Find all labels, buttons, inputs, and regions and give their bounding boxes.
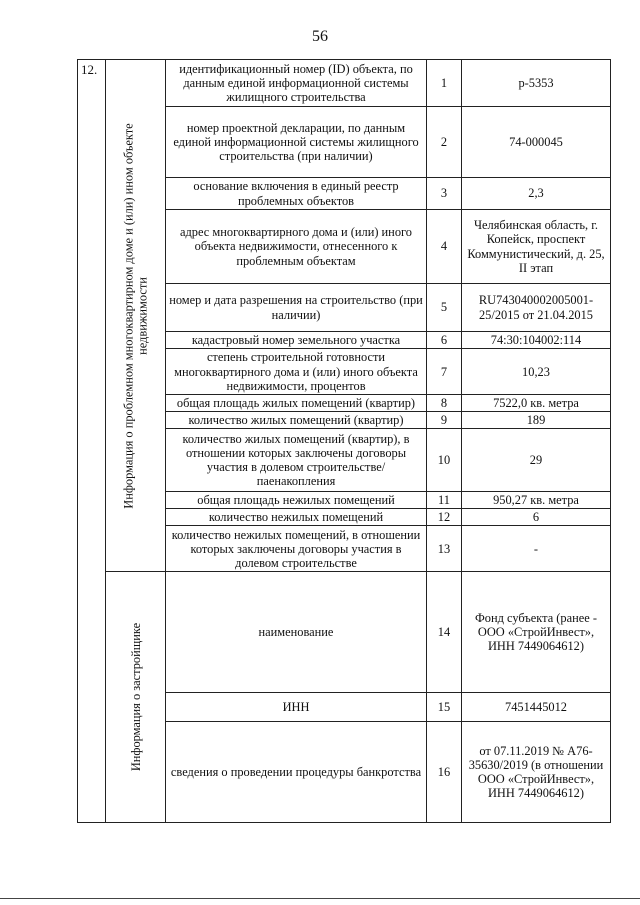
row-label: количество нежилых помещений, в отношении которых заключены договоры участия в долевом строительстве bbox=[166, 526, 427, 572]
row-value: 6 bbox=[462, 509, 611, 526]
row-value: Челябинская область, г. Копейск, проспект Коммунистический, д. 25, II этап bbox=[462, 210, 611, 284]
row-index: 4 bbox=[427, 210, 462, 284]
page-number: 56 bbox=[312, 28, 328, 45]
row-index: 10 bbox=[427, 429, 462, 492]
row-index: 7 bbox=[427, 349, 462, 395]
row-value: 189 bbox=[462, 412, 611, 429]
row-value: - bbox=[462, 526, 611, 572]
row-value: 10,23 bbox=[462, 349, 611, 395]
row-value: 2,3 bbox=[462, 178, 611, 210]
row-label: кадастровый номер земельного участка bbox=[166, 332, 427, 349]
row-value: 29 bbox=[462, 429, 611, 492]
row-value: RU743040002005001-25/2015 от 21.04.2015 bbox=[462, 284, 611, 332]
row-value: от 07.11.2019 № А76-35630/2019 (в отношении ООО «СтройИнвест», ИНН 7449064612) bbox=[462, 722, 611, 823]
row-label: степень строительной готовности многоквартирного дома и (или) иного объекта недвижимости, процентов bbox=[166, 349, 427, 395]
row-label: ИНН bbox=[166, 693, 427, 722]
row-label: идентификационный номер (ID) объекта, по данным единой информационной системы жилищного строительства bbox=[166, 60, 427, 107]
row-label: общая площадь нежилых помещений bbox=[166, 492, 427, 509]
table-row bbox=[78, 60, 611, 107]
row-label: общая площадь жилых помещений (квартир) bbox=[166, 395, 427, 412]
row-label: сведения о проведении процедуры банкротства bbox=[166, 722, 427, 823]
row-number: 12. bbox=[78, 60, 106, 823]
row-index: 14 bbox=[427, 572, 462, 693]
group-header-object bbox=[106, 60, 166, 572]
row-index: 16 bbox=[427, 722, 462, 823]
row-value: 74:30:104002:114 bbox=[462, 332, 611, 349]
row-label: количество жилых помещений (квартир) bbox=[166, 412, 427, 429]
row-index: 3 bbox=[427, 178, 462, 210]
row-value: Фонд субъекта (ранее - ООО «СтройИнвест», ИНН 7449064612) bbox=[462, 572, 611, 693]
row-value: р-5353 bbox=[462, 60, 611, 107]
row-label: количество жилых помещений (квартир), в отношении которых заключены договоры участия в долевом строительстве/паенакопления bbox=[166, 429, 427, 492]
row-label: номер проектной декларации, по данным единой информационной системы жилищного строительства (при наличии) bbox=[166, 107, 427, 178]
row-index: 1 bbox=[427, 60, 462, 107]
registry-table bbox=[77, 59, 611, 823]
row-value: 7451445012 bbox=[462, 693, 611, 722]
row-index: 15 bbox=[427, 693, 462, 722]
group-label: Информация о проблемном многоквартирном доме и (или) ином объекте недвижимости bbox=[121, 122, 150, 509]
group-header-developer bbox=[106, 572, 166, 823]
row-value: 74-000045 bbox=[462, 107, 611, 178]
row-index: 12 bbox=[427, 509, 462, 526]
table-row bbox=[78, 572, 611, 693]
row-label: наименование bbox=[166, 572, 427, 693]
page-bottom-edge bbox=[0, 898, 640, 899]
row-index: 2 bbox=[427, 107, 462, 178]
row-index: 13 bbox=[427, 526, 462, 572]
row-label: основание включения в единый реестр проблемных объектов bbox=[166, 178, 427, 210]
row-value: 950,27 кв. метра bbox=[462, 492, 611, 509]
group-label: Информация о застройщике bbox=[128, 622, 143, 772]
row-label: адрес многоквартирного дома и (или) иного объекта недвижимости, отнесенного к проблемным объектам bbox=[166, 210, 427, 284]
row-index: 5 bbox=[427, 284, 462, 332]
row-label: количество нежилых помещений bbox=[166, 509, 427, 526]
row-index: 8 bbox=[427, 395, 462, 412]
row-index: 9 bbox=[427, 412, 462, 429]
row-label: номер и дата разрешения на строительство (при наличии) bbox=[166, 284, 427, 332]
row-value: 7522,0 кв. метра bbox=[462, 395, 611, 412]
row-index: 6 bbox=[427, 332, 462, 349]
row-index: 11 bbox=[427, 492, 462, 509]
